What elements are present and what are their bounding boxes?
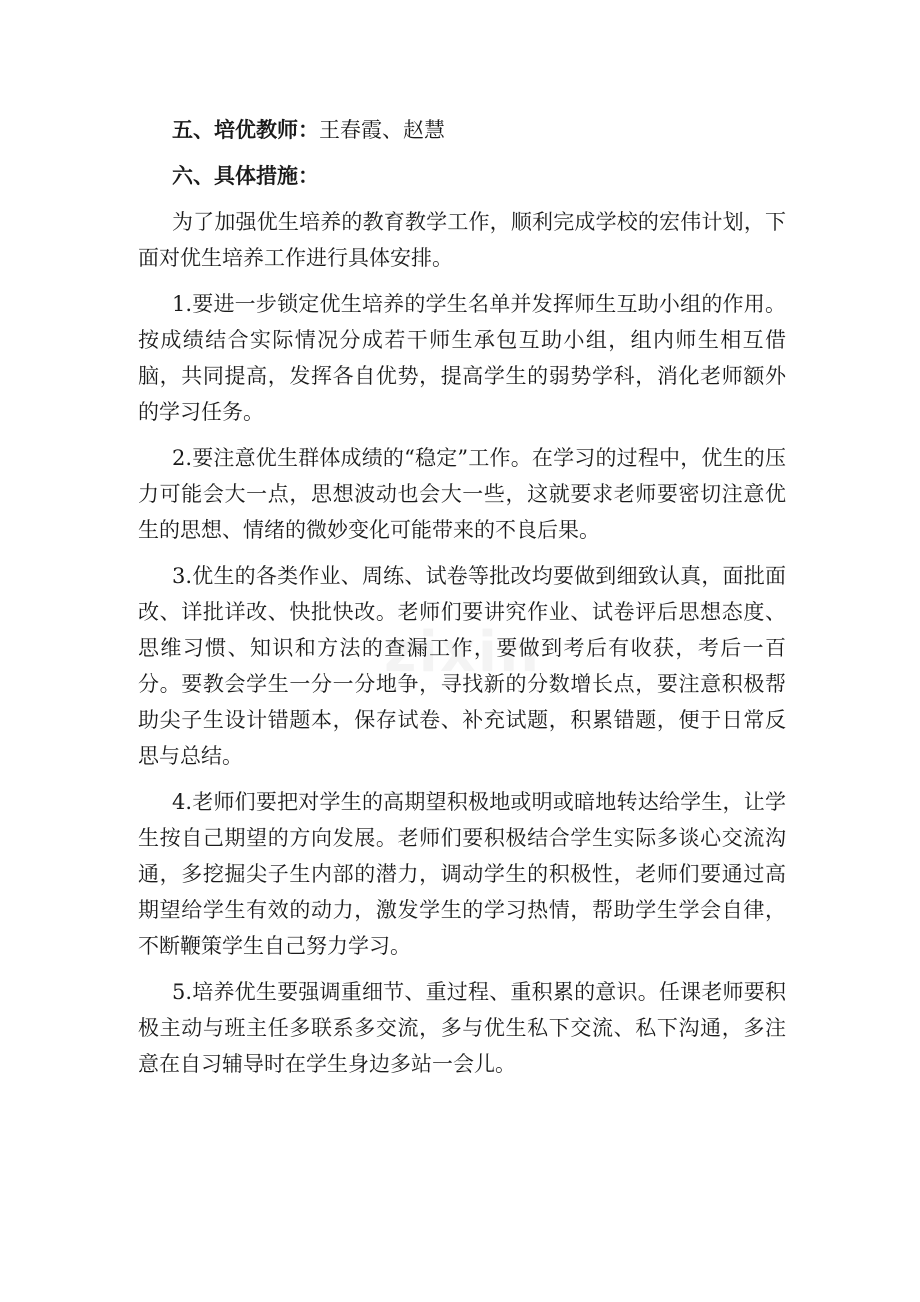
- section-five-heading: [138, 112, 786, 148]
- section-five-label: 五、培优教师：: [172, 117, 319, 142]
- document-body: [138, 112, 786, 1092]
- section-six-label: 六、具体措施：: [172, 163, 319, 188]
- measure-item-2: 2.要注意优生群体成绩的“稳定”工作。在学习的过程中，优生的压力可能会大一点，思想波动也会大一些，这就要求老师要密切注意优生的思想、情绪的微妙变化可能带来的不良后果。: [138, 446, 786, 542]
- section-six-heading: [138, 158, 786, 194]
- measure-item-1: 1.要进一步锁定优生培养的学生名单并发挥师生互助小组的作用。按成绩结合实际情况分成若干师生承包互助小组，组内师生相互借脑，共同提高，发挥各自优势，提高学生的弱势学科，消化老师额外的学习任务。: [138, 292, 786, 424]
- intro-paragraph: 为了加强优生培养的教育教学工作，顺利完成学校的宏伟计划，下面对优生培养工作进行具体安排。: [138, 210, 786, 270]
- measure-item-3: 3.优生的各类作业、周练、试卷等批改均要做到细致认真，面批面改、详批详改、快批快改。老师们要讲究作业、试卷评后思想态度、思维习惯、知识和方法的查漏工作，要做到考后有收获，考后一百分。要教会学生一分一分地争，寻找新的分数增长点，要注意积极帮助尖子生设计错题本，保存试卷、补充试题，积累错题，便于日常反思与总结。: [138, 564, 786, 768]
- measure-item-5: 5.培养优生要强调重细节、重过程、重积累的意识。任课老师要积极主动与班主任多联系多交流，多与优生私下交流、私下沟通，多注意在自习辅导时在学生身边多站一会儿。: [138, 980, 786, 1076]
- section-five-value: 王春霞、赵慧: [319, 118, 445, 142]
- measure-item-4: 4.老师们要把对学生的高期望积极地或明或暗地转达给学生，让学生按自己期望的方向发展。老师们要积极结合学生实际多谈心交流沟通，多挖掘尖子生内部的潜力，调动学生的积极性，老师们要通过高期望给学生有效的动力，激发学生的学习热情，帮助学生学会自律，不断鞭策学生自己努力学习。: [138, 790, 786, 958]
